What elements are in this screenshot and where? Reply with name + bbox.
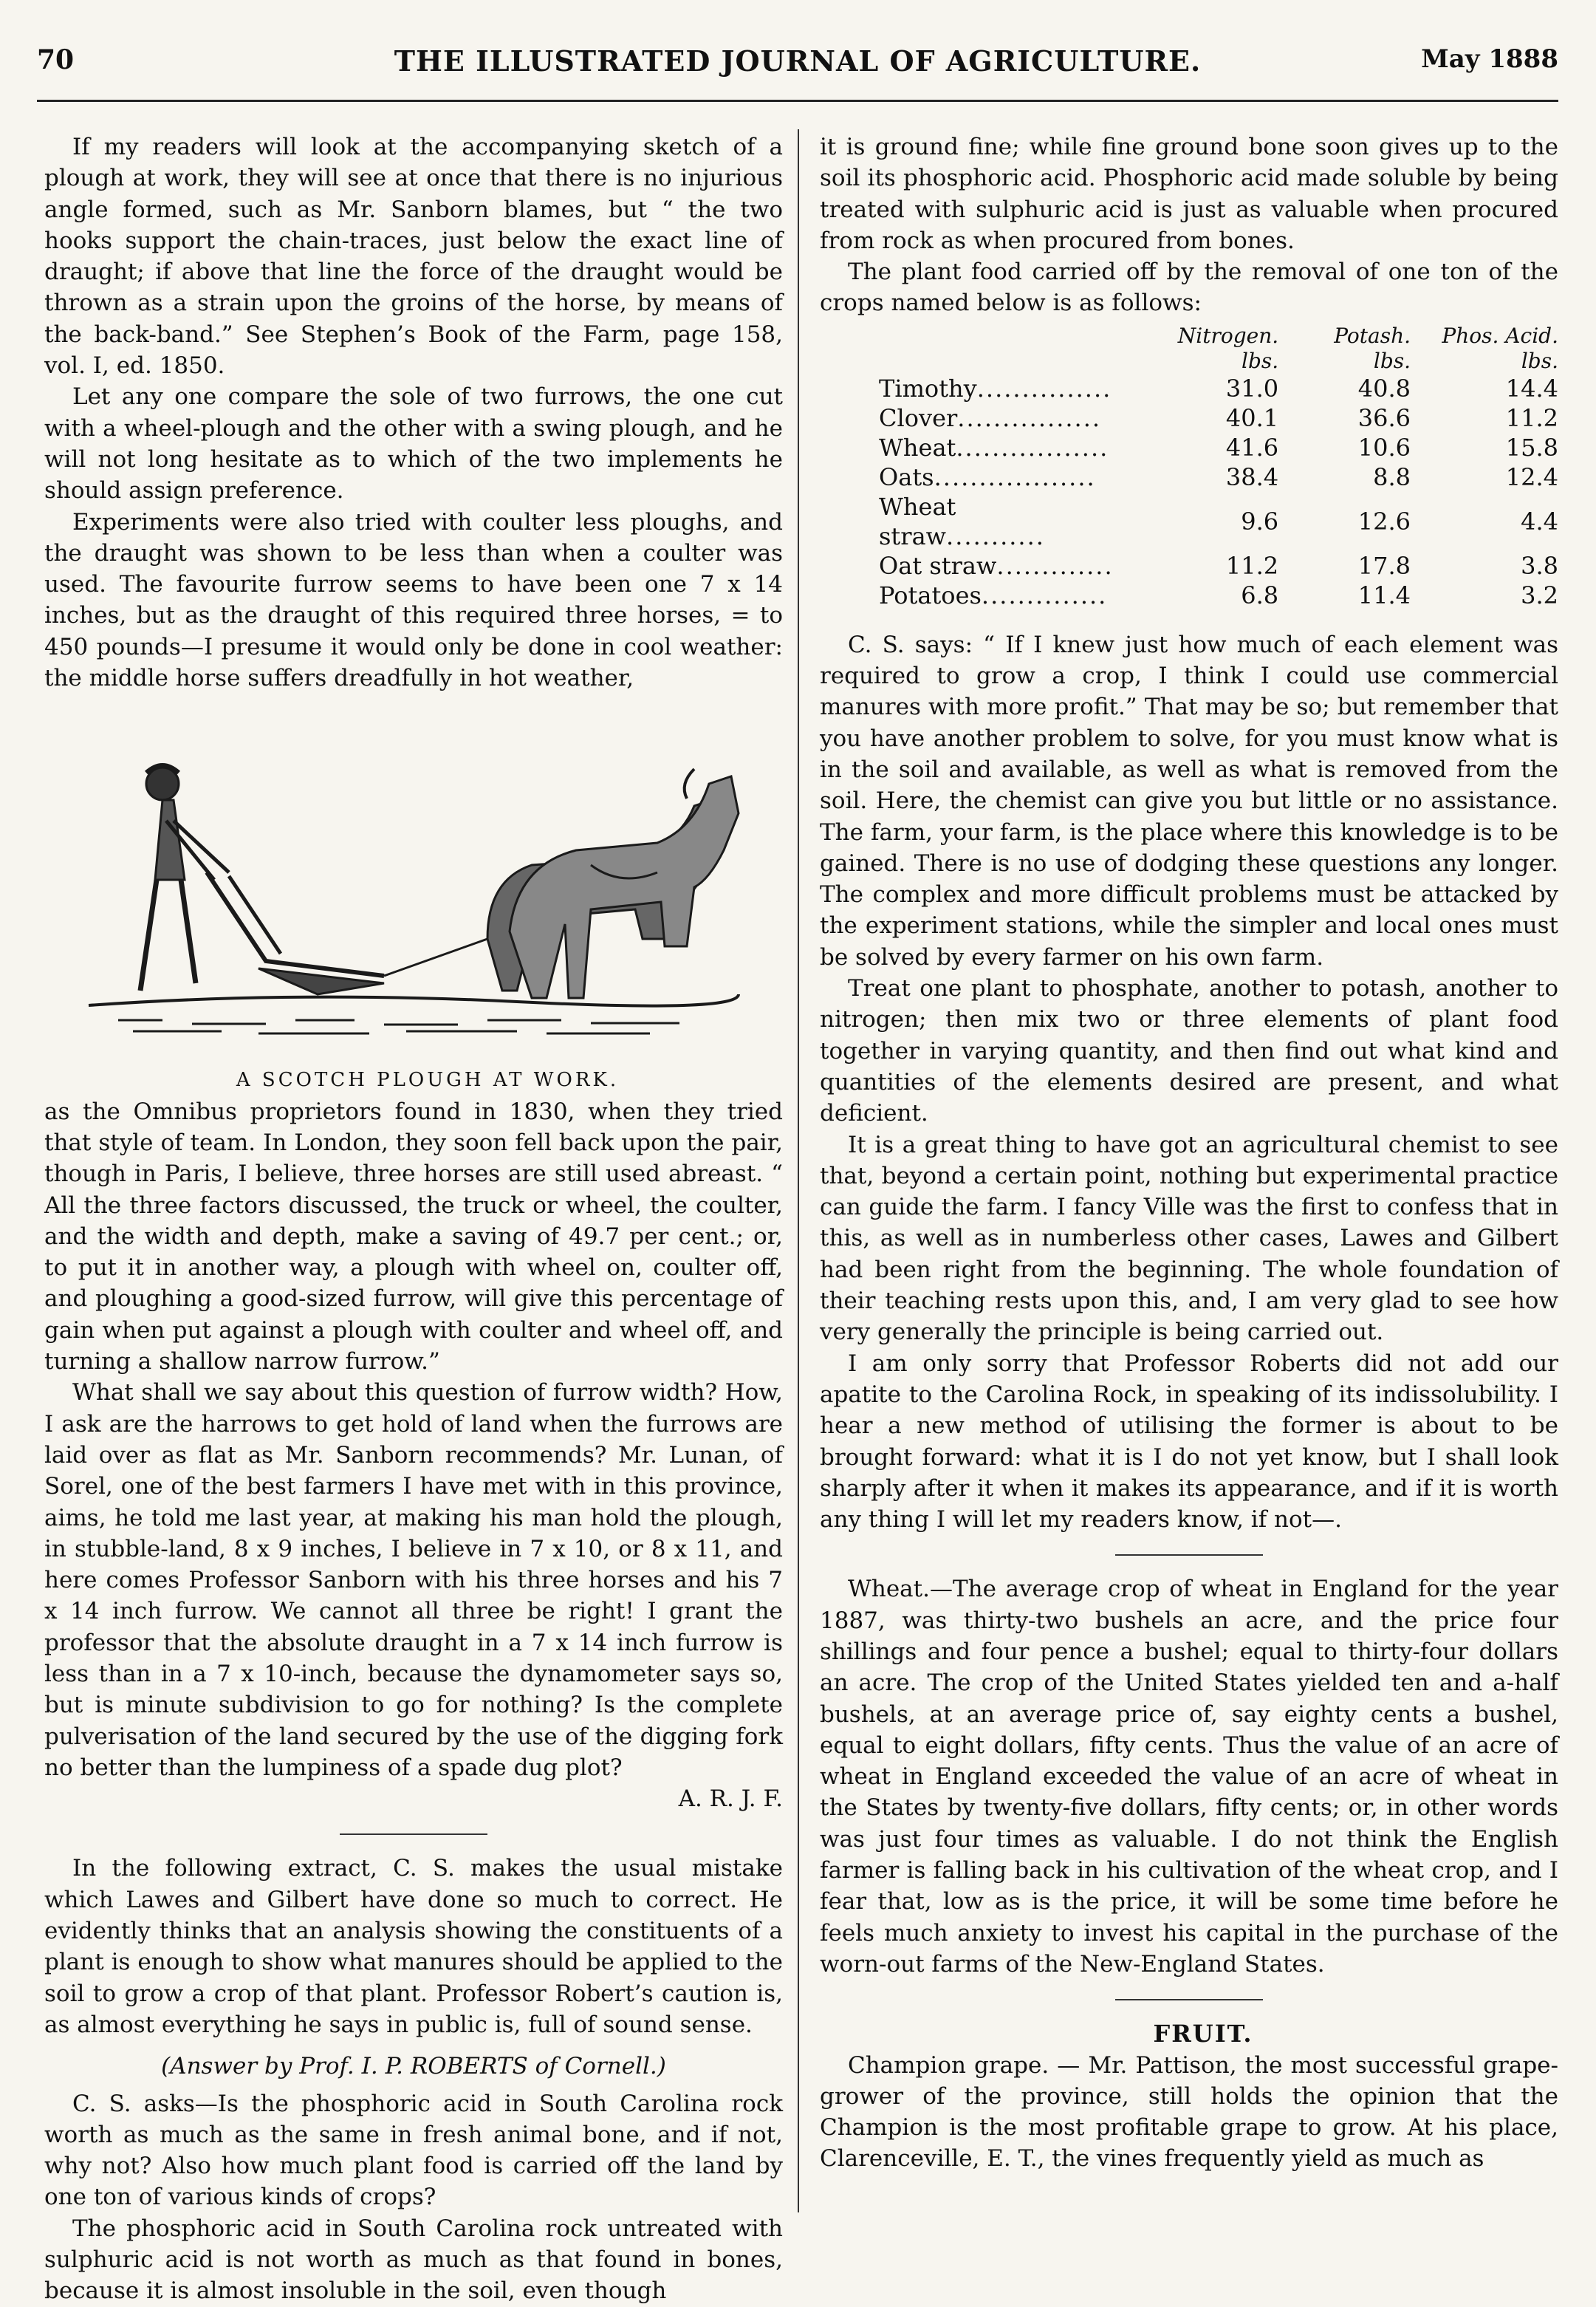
header-rule [37, 100, 1558, 102]
table-row [879, 462, 1558, 492]
potash-value: 11.4 [1357, 581, 1411, 609]
nitrogen-value: 40.1 [1225, 403, 1279, 432]
right-column [820, 131, 1558, 2175]
journal-title: THE ILLUSTRATED JOURNAL OF AGRICULTURE. [394, 44, 1202, 78]
crop-name: Wheat straw........... [879, 492, 1045, 550]
left-column [44, 131, 783, 2307]
answer-attribution: (Answer by Prof. I. P. ROBERTS of Cornell.) [161, 2053, 666, 2080]
plough-illustration [44, 695, 783, 1064]
nitrogen-value: 11.2 [1225, 551, 1279, 580]
nitrogen-value: 31.0 [1225, 374, 1279, 403]
page-number: 70 [37, 44, 75, 75]
plant-food-table [879, 324, 1558, 610]
crop-name: Timothy............... [879, 374, 1112, 403]
issue-date: May 1888 [1421, 44, 1558, 74]
crop-name: Oat straw............. [879, 551, 1114, 580]
phos-acid-value: 4.4 [1521, 507, 1558, 536]
section-heading: FRUIT. [1153, 2020, 1253, 2048]
potash-value: 8.8 [1373, 462, 1411, 491]
phos-acid-value: 12.4 [1505, 462, 1558, 491]
paragraph: Experiments were also tried with coulter less ploughs, and the draught was shown to be less than when a coulter was used. The favourite furrow seems to have been one 7 x 14 inches, but as the draught of this required three horses, = to 450 pounds—I presume it would only be done in cool weather: the middle horse suffers dreadfully in hot weather, [44, 508, 783, 692]
potash-value: 10.6 [1357, 433, 1411, 462]
paragraph: C. S. says: “ If I knew just how much of each element was required to grow a crop, I think I could use commercial manures with more profit.” That may be so; but remember that you have another problem to solve, for you must know what is in the soil and available, as well as what is removed from the soil. Here, the chemist can give you but little or no assistance. The farm, your farm, is the place where this knowledge is to be gained. There is no use of dodging these questions any longer. The complex and more difficult problems must be attacked by the experiment stations, while the simpler and local ones must be solved by every farmer on his own farm. [820, 631, 1558, 971]
paragraph: Treat one plant to phosphate, another to potash, another to nitrogen; then mix two or three elements of plant food together in varying quantity, and then find out what kind and quantities of the elements desired are present, and what deficient. [820, 975, 1558, 1127]
potash-value: 36.6 [1357, 403, 1411, 432]
table-row [879, 433, 1558, 462]
section-rule [340, 1833, 487, 1835]
phos-acid-value: 14.4 [1505, 374, 1558, 403]
paragraph: Wheat.—The average crop of wheat in England for the year 1887, was thirty-two bushels an acre, and the price four shillings and four pence a bushel; equal to thirty-four dollars an acre. The crop of the United States yielded ten and a-half bushels, at an average price of, say eighty cents a bushel, equal to eight dollars, fifty cents. Thus the value of an acre of wheat in England exceeded the value of an acre of wheat in the States by twenty-five dollars, fifty cents; or, in other words was just four times as valuable. I do not think the English farmer is falling back in his cultivation of the wheat crop, and I fear that, low as is the price, it will be some time before he feels much anxiety to invest his capital in the purchase of the worn-out farms of the New-England States. [820, 1576, 1558, 1978]
potash-value: 17.8 [1357, 551, 1411, 580]
crop-name: Potatoes.............. [879, 581, 1108, 609]
nitrogen-value: 38.4 [1225, 462, 1279, 491]
paragraph: The phosphoric acid in South Carolina rock untreated with sulphuric acid is not worth as much as that found in bones, because it is almost insoluble in the soil, even though [44, 2215, 783, 2305]
paragraph: It is a great thing to have got an agricultural chemist to see that, beyond a certain point, nothing but experimental practice can guide the farm. I fancy Ville was the first to confess that in this, as well as in numberless other cases, Lawes and Gilbert had been right from the beginning. The whole foundation of their teaching rests upon this, and, I am very glad to see how very generally the principle is being carried out. [820, 1131, 1558, 1346]
table-row [879, 581, 1558, 610]
crop-name: Oats.................. [879, 462, 1096, 491]
paragraph: If my readers will look at the accompanying sketch of a plough at work, they will see at once that there is no injurious angle formed, such as Mr. Sanborn blames, but “ the two hooks support the chain-traces, just below the exact line of draught; if above that line the force of the draught would be thrown as a strain upon the groins of the horse, by means of the back-band.” See Stephen’s Book of the Farm, page 158, vol. I, ed. 1850. [44, 134, 783, 380]
scotch-plough-engraving [74, 695, 753, 1057]
paragraph: Let any one compare the sole of two furrows, the one cut with a wheel-plough and the other with a swing plough, and he will not long hesitate as to which of the two implements he should assign preference. [44, 383, 783, 505]
phos-acid-value: 15.8 [1505, 433, 1558, 462]
potash-value: 40.8 [1357, 374, 1411, 403]
column-header: Phos. Acid. lbs. [1442, 323, 1558, 373]
figure-caption: A SCOTCH PLOUGH AT WORK. [236, 1069, 620, 1092]
table-row [879, 492, 1558, 551]
table-header-row [879, 324, 1558, 374]
phos-acid-value: 11.2 [1505, 403, 1558, 432]
page-header [37, 44, 1558, 89]
phos-acid-value: 3.2 [1521, 581, 1558, 609]
phos-acid-value: 3.8 [1521, 551, 1558, 580]
table-row [879, 551, 1558, 581]
paragraph: What shall we say about this question of furrow width? How, I ask are the harrows to get hold of land when the furrows are laid over as flat as Mr. Sanborn recommends? Mr. Lunan, of Sorel, one of the best farmers I have met with in this province, aims, he told me last year, at making his man hold the plough, in stubble-land, 8 x 9 inches, I believe in 7 x 10, or 8 x 11, and here comes Professor Sanborn with his three horses and his 7 x 14 inch furrow. We cannot all three be right! I grant the professor that the absolute draught in a 7 x 14 inch furrow is less than in a 7 x 10-inch, because the dynamometer says so, but is minute subdivision to go for nothing? Is the complete pulverisation of the land secured by the use of the digging fork no better than the lumpiness of a spade dug plot? [44, 1379, 783, 1781]
nitrogen-value: 6.8 [1241, 581, 1279, 609]
table-row [879, 403, 1558, 433]
nitrogen-value: 9.6 [1241, 507, 1279, 536]
paragraph: I am only sorry that Professor Roberts did not add our apatite to the Carolina Rock, in speaking of its indissolubility. I hear a new method of utilising the former is about to be brought forward: what it is I do not yet know, but I shall look sharply after it when it makes its appearance, and if it is worth any thing I will let my readers know, if not—. [820, 1350, 1558, 1534]
paragraph: Champion grape. — Mr. Pattison, the most successful grape-grower of the province, still holds the opinion that the Champion is the most profitable grape to grow. At his place, Clarenceville, E. T., the vines frequently yield as much as [820, 2051, 1558, 2173]
nitrogen-value: 41.6 [1225, 433, 1279, 462]
column-header: Potash. lbs. [1334, 323, 1411, 373]
paragraph: C. S. asks—Is the phosphoric acid in South Carolina rock worth as much as the same in fresh animal bone, and if not, why not? Also how much plant food is carried off the land by one ton of various kinds of crops? [44, 2090, 783, 2211]
section-rule [1115, 1554, 1263, 1556]
crop-name: Clover................ [879, 403, 1102, 432]
table-row [879, 374, 1558, 403]
paragraph: as the Omnibus proprietors found in 1830, when they tried that style of team. In London, they soon fell back upon the pair, though in Paris, I believe, three horses are still used abreast. “ All the three factors discussed, the truck or wheel, the coulter, and the width and depth, make a saving of 49.7 per cent.; or, to put it in another way, a plough with wheel on, coulter off, and ploughing a good-sized furrow, will give this percentage of gain when put against a plough with coulter and wheel off, and turning a shallow narrow furrow.” [44, 1098, 783, 1375]
paragraph: The plant food carried off by the removal of one ton of the crops named below is as follows: [820, 259, 1558, 317]
paragraph: it is ground fine; while fine ground bone soon gives up to the soil its phosphoric acid. Phosphoric acid made soluble by being treated with sulphuric acid is just as valuable when procured from rock as when procured from bones. [820, 134, 1558, 254]
signature-line [44, 1783, 783, 1814]
column-divider [798, 129, 799, 2212]
crop-name: Wheat................. [879, 433, 1109, 462]
potash-value: 12.6 [1357, 507, 1411, 536]
column-header: Nitrogen. lbs. [1177, 323, 1279, 373]
paragraph: In the following extract, C. S. makes the usual mistake which Lawes and Gilbert have done so much to correct. He evidently thinks that an analysis showing the constituents of a plant is enough to show what manures should be applied to the soil to grow a crop of that plant. Professor Robert’s caution is, as almost everything he says in public is, full of sound sense. [44, 1855, 783, 2038]
signature: A. R. J. F. [678, 1785, 783, 1813]
section-rule [1115, 1999, 1263, 2000]
